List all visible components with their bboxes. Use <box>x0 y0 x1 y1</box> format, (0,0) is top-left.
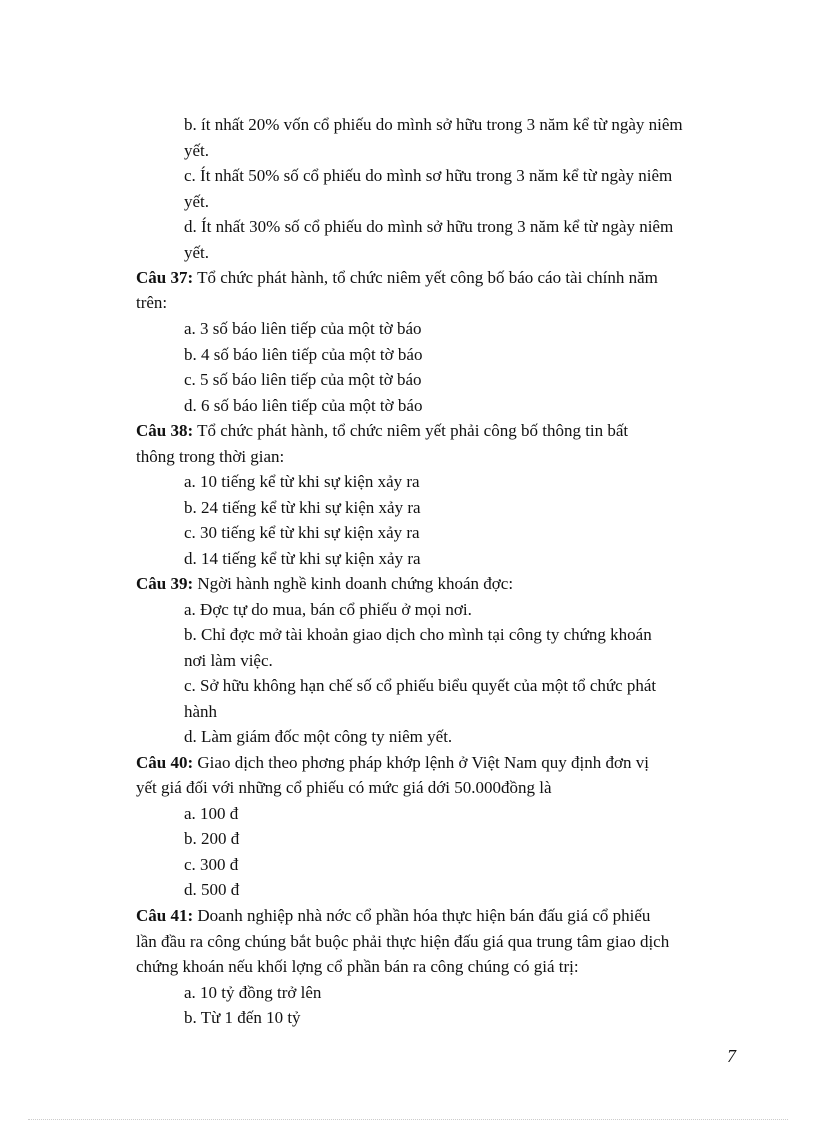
q36-option-c-line2: yết. <box>184 192 210 211</box>
q40-option-c: c. 300 đ <box>184 855 239 874</box>
q38-stem-line2: thông trong thời gian: <box>136 447 285 466</box>
q40-stem-line1 <box>136 752 649 774</box>
q39-option-d: d. Làm giám đốc một công ty niêm yết. <box>184 727 453 746</box>
q40-text: Giao dịch theo phơng pháp khớp lệnh ở Việt Nam quy định đơn vị <box>197 753 649 772</box>
q40-label: Câu 40: <box>136 753 194 772</box>
q41-stem-line2: lần đầu ra công chúng bắt buộc phải thực hiện đấu giá qua trung tâm giao dịch <box>136 932 670 951</box>
q39-option-c-line1: c. Sở hữu không hạn chế số cổ phiếu biểu quyết của một tổ chức phát <box>184 676 657 695</box>
q39-option-b-line2: nơi làm việc. <box>184 651 273 670</box>
q41-option-a: a. 10 tỷ đồng trở lên <box>184 983 322 1002</box>
q39-text: Ngời hành nghề kinh doanh chứng khoán đợc: <box>197 574 514 593</box>
q38-option-b: b. 24 tiếng kể từ khi sự kiện xảy ra <box>184 498 421 517</box>
q39-label: Câu 39: <box>136 574 194 593</box>
q36-option-b-line1: b. ít nhất 20% vốn cổ phiếu do mình sở hữu trong 3 năm kể từ ngày niêm <box>184 115 683 134</box>
q37-stem-line1 <box>136 267 658 289</box>
q37-stem-line2: trên: <box>136 293 168 312</box>
q37-label: Câu 37: <box>136 268 194 287</box>
q38-stem-line1 <box>136 420 628 442</box>
q40-option-b: b. 200 đ <box>184 829 240 848</box>
q39-stem-line1 <box>136 573 513 595</box>
q37-option-c: c. 5 số báo liên tiếp của một tờ báo <box>184 370 422 389</box>
q41-stem-line3: chứng khoán nếu khối lợng cổ phần bán ra công chúng có giá trị: <box>136 957 579 976</box>
q37-option-d: d. 6 số báo liên tiếp của một tờ báo <box>184 396 423 415</box>
q41-stem-line1 <box>136 905 650 927</box>
page-number: 7 <box>727 1046 736 1066</box>
q36-option-b-line2: yết. <box>184 141 210 160</box>
q36-option-d-line2: yết. <box>184 243 210 262</box>
q41-label: Câu 41: <box>136 906 194 925</box>
q40-stem-line2: yết giá đối với những cổ phiếu có mức giá dới 50.000đồng là <box>136 778 552 797</box>
q38-option-d: d. 14 tiếng kể từ khi sự kiện xảy ra <box>184 549 421 568</box>
q40-option-d: d. 500 đ <box>184 880 240 899</box>
q38-label: Câu 38: <box>136 421 194 440</box>
q39-option-c-line2: hành <box>184 702 218 721</box>
q40-option-a: a. 100 đ <box>184 804 239 823</box>
q41-option-b: b. Từ 1 đến 10 tỷ <box>184 1008 301 1027</box>
q38-option-c: c. 30 tiếng kể từ khi sự kiện xảy ra <box>184 523 420 542</box>
q37-text: Tổ chức phát hành, tổ chức niêm yết công bố báo cáo tài chính năm <box>197 268 658 287</box>
q36-option-d-line1: d. Ít nhất 30% số cổ phiếu do mình sở hữu trong 3 năm kể từ ngày niêm <box>184 217 674 236</box>
q39-option-b-line1: b. Chỉ đợc mở tài khoản giao dịch cho mình tại công ty chứng khoán <box>184 625 652 644</box>
q36-option-c-line1: c. Ít nhất 50% số cổ phiếu do mình sơ hữu trong 3 năm kể từ ngày niêm <box>184 166 673 185</box>
q37-option-b: b. 4 số báo liên tiếp của một tờ báo <box>184 345 423 364</box>
footer-rule <box>28 1119 788 1120</box>
q37-option-a: a. 3 số báo liên tiếp của một tờ báo <box>184 319 422 338</box>
q38-option-a: a. 10 tiếng kể từ khi sự kiện xảy ra <box>184 472 420 491</box>
q38-text: Tổ chức phát hành, tổ chức niêm yết phải công bố thông tin bất <box>197 421 629 440</box>
q41-text: Doanh nghiệp nhà nớc cổ phần hóa thực hiện bán đấu giá cổ phiếu <box>197 906 651 925</box>
q39-option-a: a. Đợc tự do mua, bán cổ phiếu ở mọi nơi. <box>184 600 472 619</box>
